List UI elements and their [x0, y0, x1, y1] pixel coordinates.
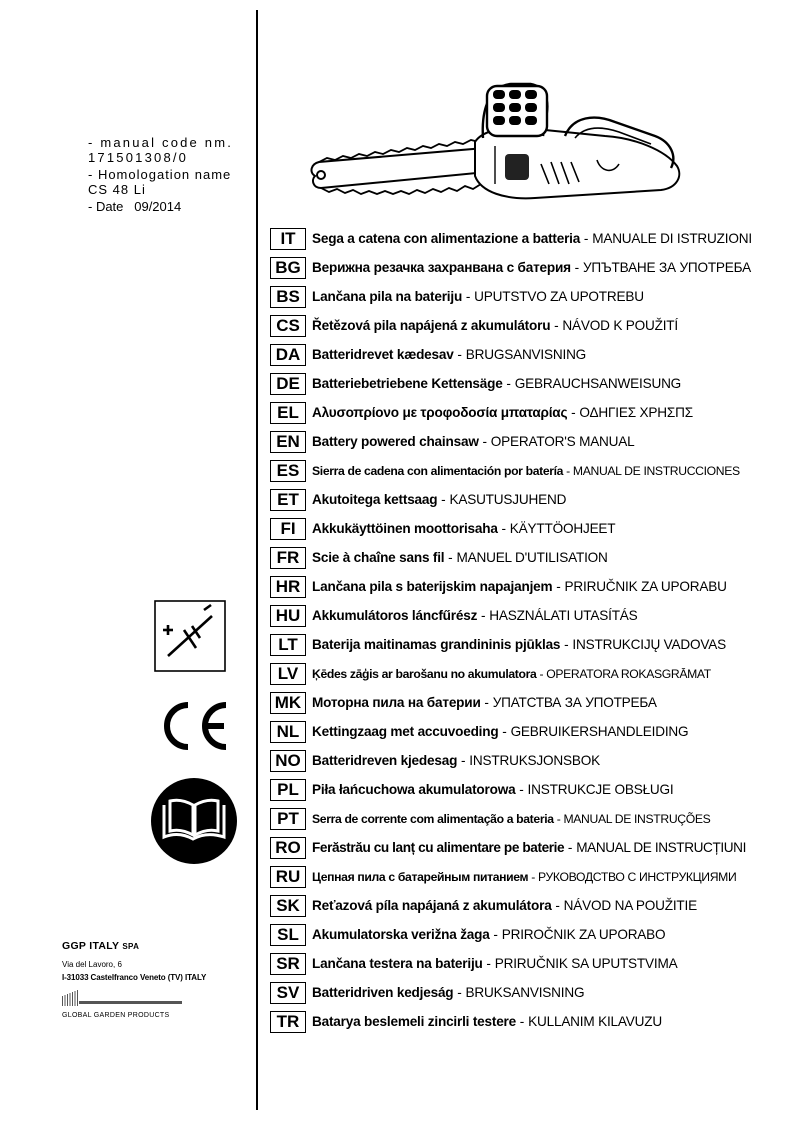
language-code-badge: MK — [270, 692, 306, 714]
language-row-et — [270, 485, 750, 514]
product-title: Моторна пила на батерии — [312, 695, 481, 710]
language-code-badge: ET — [270, 489, 306, 511]
product-title: Цепная пила с батарейным питанием — [312, 869, 529, 884]
language-code-badge: HU — [270, 605, 306, 627]
title-separator: - — [515, 782, 528, 797]
title-separator: - — [528, 869, 539, 884]
title-separator: - — [478, 434, 491, 449]
language-row-lt — [270, 630, 750, 659]
manual-title: OPERATORA ROKASGRĀMAT — [546, 666, 711, 681]
title-separator: - — [437, 492, 450, 507]
product-title: Batteriebetriebene Kettensäge — [312, 376, 503, 391]
title-separator: - — [482, 956, 495, 971]
document-date: - Date 09/2014 — [88, 199, 182, 214]
language-row-no — [270, 746, 750, 775]
manual-title: NÁVOD K POUŽITÍ — [562, 318, 678, 333]
manual-title: ΟΔΗΓΙΕΣ ΧΡΗΣΠΣ — [579, 405, 693, 420]
language-row-bs — [270, 282, 750, 311]
language-code-badge: EN — [270, 431, 306, 453]
language-code-badge: SL — [270, 924, 306, 946]
title-separator: - — [536, 666, 547, 681]
language-code-badge: TR — [270, 1011, 306, 1033]
language-row-lv — [270, 659, 750, 688]
title-separator: - — [489, 927, 502, 942]
language-code-badge: DA — [270, 344, 306, 366]
company-address-city: I-31033 Castelfranco Veneto (TV) ITALY — [62, 973, 207, 982]
language-row-de — [270, 369, 750, 398]
title-separator: - — [580, 231, 593, 246]
product-title: Batteridreven kjedesag — [312, 753, 458, 768]
manual-title: OPERATOR'S MANUAL — [490, 434, 635, 449]
language-row-hu — [270, 601, 750, 630]
product-title: Lančana pila na bateriju — [312, 289, 463, 304]
language-row-hr — [270, 572, 750, 601]
language-code-badge: NO — [270, 750, 306, 772]
language-code-badge: PL — [270, 779, 306, 801]
manual-title: MANUEL D'UTILISATION — [456, 550, 608, 565]
language-code-badge: RU — [270, 866, 306, 888]
product-title: Lančana testera na bateriju — [312, 956, 483, 971]
language-row-sl — [270, 920, 750, 949]
read-manual-book-icon — [150, 777, 238, 865]
company-address-street: Via del Lavoro, 6 — [62, 960, 122, 969]
manual-title: BRUKSANVISNING — [465, 985, 585, 1000]
language-row-sv — [270, 978, 750, 1007]
manual-title: INSTRUKSJONSBOK — [469, 753, 600, 768]
product-title: Ferăstrău cu lanț cu alimentare pe baterie — [312, 840, 565, 855]
language-code-badge: BG — [270, 257, 306, 279]
product-title: Akutoitega kettsaag — [312, 492, 438, 507]
company-name: GGP ITALY SPA — [62, 940, 140, 952]
product-title: Scie à chaîne sans fil — [312, 550, 445, 565]
language-code-badge: ES — [270, 460, 306, 482]
language-row-fr — [270, 543, 750, 572]
title-separator: - — [480, 695, 493, 710]
product-title: Řetězová pila napájená z akumulátoru — [312, 318, 551, 333]
manual-title: GEBRAUCHSANWEISUNG — [514, 376, 682, 391]
language-row-el — [270, 398, 750, 427]
language-row-en — [270, 427, 750, 456]
language-code-badge: BS — [270, 286, 306, 308]
language-code-badge: LV — [270, 663, 306, 685]
manual-title: УПЪТВАНЕ ЗА УПОТРЕБА — [582, 260, 751, 275]
language-code-badge: FI — [270, 518, 306, 540]
language-code-badge: SV — [270, 982, 306, 1004]
manual-title: UPUTSTVO ZA UPOTREBU — [474, 289, 644, 304]
language-row-tr — [270, 1007, 750, 1036]
manual-title: NÁVOD NA POUŽITIE — [563, 898, 697, 913]
product-title: Serra de corrente com alimentação a bateria — [312, 811, 554, 826]
battery-polarity-icon — [154, 600, 226, 672]
product-title: Batteridrevet kædesav — [312, 347, 454, 362]
product-title: Αλυσοπρίονο με τροφοδοσία μπαταρίας — [312, 405, 568, 420]
language-row-it — [270, 224, 750, 253]
product-title: Baterija maitinamas grandininis pjūklas — [312, 637, 561, 652]
language-code-badge: RO — [270, 837, 306, 859]
language-row-fi — [270, 514, 750, 543]
manual-code: - manual code nm. 171501308/0 — [88, 135, 234, 165]
title-separator: - — [497, 521, 510, 536]
product-title: Akkumulátoros láncfűrész — [312, 608, 478, 623]
product-title: Ķēdes zāģis ar barošanu no akumulatora — [312, 666, 537, 681]
title-separator: - — [563, 463, 573, 478]
language-code-badge: FR — [270, 547, 306, 569]
title-separator: - — [498, 724, 511, 739]
language-list — [270, 224, 750, 1036]
chainsaw-illustration — [305, 76, 701, 210]
title-separator: - — [552, 579, 565, 594]
title-separator: - — [453, 347, 466, 362]
product-title: Akkukäyttöinen moottorisaha — [312, 521, 498, 536]
title-separator: - — [516, 1014, 529, 1029]
title-separator: - — [444, 550, 457, 565]
product-title: Reťazová píla napájaná z akumulátora — [312, 898, 552, 913]
manual-title: BRUGSANVISNING — [465, 347, 587, 362]
language-row-mk — [270, 688, 750, 717]
homologation-name: - Homologation name CS 48 Li — [88, 167, 232, 197]
document-meta — [88, 135, 253, 214]
language-row-cs — [270, 311, 750, 340]
language-row-pl — [270, 775, 750, 804]
product-title: Lančana pila s baterijskim napajanjem — [312, 579, 553, 594]
product-title: Battery powered chainsaw — [312, 434, 479, 449]
company-suffix: SPA — [122, 942, 140, 951]
manual-title: PRIROČNIK ZA UPORABO — [501, 927, 666, 942]
language-code-badge: HR — [270, 576, 306, 598]
language-code-badge: IT — [270, 228, 306, 250]
manual-title: HASZNÁLATI UTASÍTÁS — [489, 608, 638, 623]
language-row-ru — [270, 862, 750, 891]
language-code-badge: EL — [270, 402, 306, 424]
product-title: Akumulatorska verižna žaga — [312, 927, 490, 942]
ggp-bars-logo — [62, 990, 182, 1006]
title-separator: - — [560, 637, 573, 652]
product-title: Sega a catena con alimentazione a batteria — [312, 231, 581, 246]
manual-title: GEBRUIKERSHANDLEIDING — [510, 724, 689, 739]
ce-mark-icon — [156, 700, 232, 752]
language-row-sr — [270, 949, 750, 978]
manual-title: MANUAL DE INSTRUCCIONES — [572, 463, 740, 478]
manual-title: PRIRUČNIK ZA UPORABU — [564, 579, 727, 594]
manual-title: INSTRUKCJE OBSŁUGI — [527, 782, 674, 797]
manual-title: УПАТСТВА ЗА УПОТРЕБА — [492, 695, 657, 710]
manual-title: РУКОВОДСТВО С ИНСТРУКЦИЯМИ — [538, 869, 737, 884]
title-separator: - — [564, 840, 577, 855]
language-code-badge: CS — [270, 315, 306, 337]
manual-title: PRIRUČNIK SA UPUTSTVIMA — [494, 956, 678, 971]
language-code-badge: DE — [270, 373, 306, 395]
language-row-pt — [270, 804, 750, 833]
title-separator: - — [457, 753, 470, 768]
title-separator: - — [477, 608, 490, 623]
language-code-badge: PT — [270, 808, 306, 830]
manual-title: MANUAL DE INSTRUÇÕES — [563, 811, 711, 826]
title-separator: - — [567, 405, 580, 420]
manual-title: MANUALE DI ISTRUZIONI — [592, 231, 752, 246]
manual-title: MANUAL DE INSTRUCȚIUNI — [576, 840, 746, 855]
title-separator: - — [551, 898, 564, 913]
title-separator: - — [462, 289, 475, 304]
product-title: Kettingzaag met accuvoeding — [312, 724, 499, 739]
title-separator: - — [550, 318, 563, 333]
company-block — [62, 940, 262, 1019]
title-separator: - — [502, 376, 515, 391]
language-row-es — [270, 456, 750, 485]
manual-title: KULLANIM KILAVUZU — [528, 1014, 662, 1029]
language-code-badge: NL — [270, 721, 306, 743]
product-title: Batarya beslemeli zincirli testere — [312, 1014, 517, 1029]
language-row-sk — [270, 891, 750, 920]
title-separator: - — [553, 811, 564, 826]
title-separator: - — [453, 985, 466, 1000]
product-title: Sierra de cadena con alimentación por batería — [312, 463, 564, 478]
language-row-nl — [270, 717, 750, 746]
language-code-badge: SK — [270, 895, 306, 917]
title-separator: - — [570, 260, 583, 275]
language-row-bg — [270, 253, 750, 282]
company-brand: GLOBAL GARDEN PRODUCTS — [62, 1012, 170, 1019]
manual-title: KÄYTTÖOHJEET — [509, 521, 616, 536]
product-title: Верижна резачка захранвана с батерия — [312, 260, 571, 275]
manual-title: KASUTUSJUHEND — [449, 492, 567, 507]
manual-title: INSTRUKCIJŲ VADOVAS — [572, 637, 726, 652]
product-title: Batteridriven kedjeság — [312, 985, 454, 1000]
language-row-da — [270, 340, 750, 369]
language-code-badge: LT — [270, 634, 306, 656]
language-code-badge: SR — [270, 953, 306, 975]
product-title: Piła łańcuchowa akumulatorowa — [312, 782, 516, 797]
language-row-ro — [270, 833, 750, 862]
